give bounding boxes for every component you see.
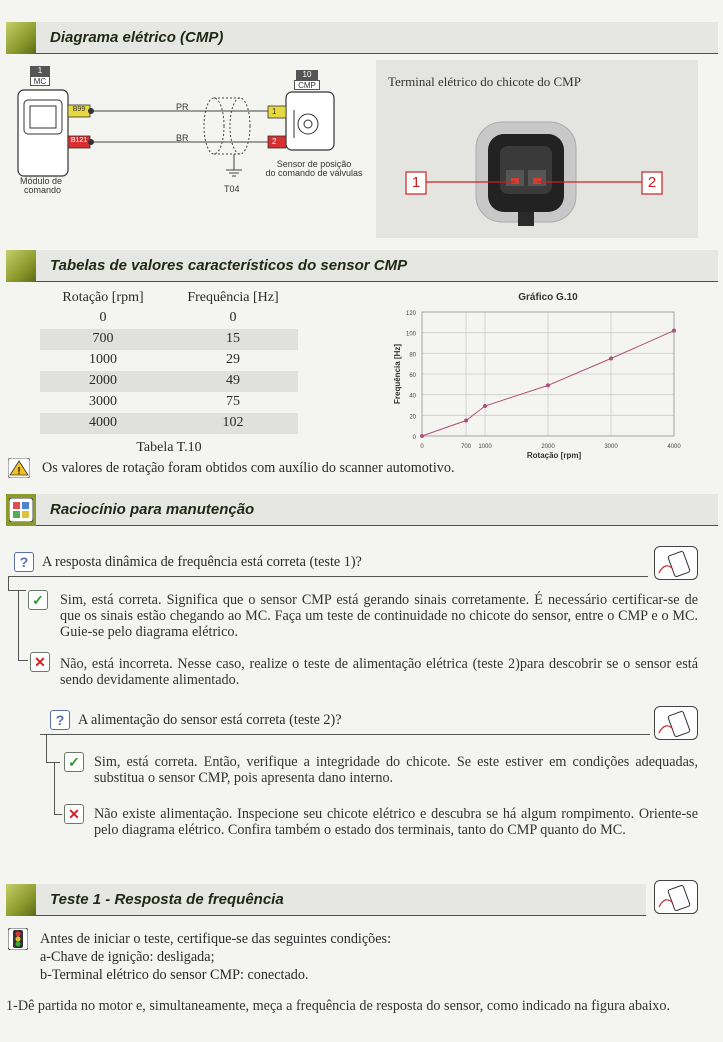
connector-label-1: 1 [411, 174, 421, 191]
warning-icon [8, 458, 30, 478]
x-tick-label: 2000 [541, 444, 555, 450]
table-row: 3000 75 [89, 394, 240, 409]
sensor-caption: Sensor de posição do comando de válvulas [265, 159, 363, 178]
question-2: A alimentação do sensor está correta (teste 2)? [78, 712, 342, 728]
data-point [609, 357, 613, 361]
data-point [420, 434, 424, 438]
answer-yes-2: Sim, está correta. Então, verifique a integridade do chicote. Se este estiver em condições adequadas, substitua o sensor CMP, pois apresenta dano interno. [94, 754, 698, 786]
cmp-number-tag: 10 [296, 70, 318, 80]
y-tick-label: 120 [405, 311, 416, 317]
check-icon: ✓ [28, 590, 48, 610]
section-header-diagram [6, 22, 718, 54]
grid-icon [9, 498, 33, 522]
answer-no-2: Não existe alimentação. Inspecione seu chicote elétrico e descubra se há algum rompimento. Oriente-se pelo diagrama elétrico. Confira também o estado dos terminais, tanto do CMP quanto do MC. [94, 806, 698, 838]
section-title-diagram: Diagrama elétrico (CMP) [50, 29, 224, 46]
data-point [546, 383, 550, 387]
cross-icon: ✕ [64, 804, 84, 824]
y-tick-label: 100 [405, 331, 416, 338]
scanner-tool-icon [654, 546, 698, 580]
table-row: 2000 49 [40, 371, 298, 392]
mc-number-tag: 1 [30, 66, 50, 76]
x-tick-label: 3000 [604, 444, 618, 450]
table-row: 1000 29 [89, 352, 240, 367]
test1-step1: 1-Dê partida no motor e, simultaneamente, meça a frequência de resposta do sensor, como indicado na figura abaixo. [6, 998, 671, 1014]
question-icon: ? [14, 552, 34, 572]
y-tick-label: 40 [409, 393, 416, 400]
x-axis-label: Rotação [rpm] [526, 451, 582, 460]
connector-illustration [376, 60, 698, 238]
table-row: 700 15 [40, 329, 298, 350]
traffic-light-icon [8, 928, 28, 950]
x-tick-label: 0 [420, 444, 424, 450]
data-point [464, 419, 468, 423]
terminal-1-label: 1 [272, 107, 277, 116]
y-tick-label: 0 [412, 435, 416, 441]
x-tick-label: 1000 [478, 444, 492, 450]
scanner-tool-icon [654, 880, 698, 914]
cmp-label-tag: CMP [294, 80, 320, 90]
data-point [672, 329, 676, 333]
question-1: A resposta dinâmica de frequência está correta (teste 1)? [42, 554, 362, 570]
x-tick-label: 700 [461, 444, 472, 450]
section-header-test1 [6, 884, 646, 916]
connector-title: Terminal elétrico do chicote do CMP [388, 74, 581, 89]
chart-title: Gráfico G.10 [518, 292, 578, 303]
mc-caption: Módulo de comando [20, 176, 63, 195]
section-title-reasoning: Raciocínio para manutenção [50, 501, 255, 518]
connector-label-2: 2 [647, 174, 657, 191]
check-icon: ✓ [64, 752, 84, 772]
answer-no-1: Não, está incorreta. Nesse caso, realize o teste de alimentação elétrica (teste 2)para descobrir se o sensor está sendo devidamente alimentado. [60, 656, 698, 688]
pin-b121-label: B121 [70, 137, 88, 144]
terminal-2-label: 2 [272, 137, 277, 146]
question-icon: ? [50, 710, 70, 730]
mc-label-tag: MC [30, 76, 50, 86]
connector-panel [376, 60, 698, 238]
section-title-test1: Teste 1 - Resposta de frequência [50, 891, 284, 908]
x-tick-label: 4000 [667, 444, 681, 450]
cross-icon: ✕ [30, 652, 50, 672]
y-tick-label: 20 [409, 414, 416, 421]
wire-pr-label: PR [176, 102, 189, 112]
y-axis-label: Frequência [Hz] [393, 343, 402, 405]
table-caption: Tabela T.10 [136, 440, 202, 455]
answer-yes-1: Sim, está correta. Significa que o sensor CMP está gerando sinais corretamente. É necessário certificar-se de que os sinais estão chegando ao MC. Faça um teste de continuidade no chicote do sensor, entre o CMP e o MC. Guie-se pelo diagrama elétrico. [60, 592, 698, 640]
y-tick-label: 80 [409, 352, 416, 359]
section-header-reasoning [6, 494, 718, 526]
pin-b99-label: B99 [72, 106, 86, 113]
section-title-tables: Tabelas de valores característicos do sensor CMP [50, 257, 408, 274]
table-header: Rotação [rpm] Frequência [Hz] [62, 290, 279, 305]
section-marker [6, 22, 36, 54]
svg-text:!: ! [17, 466, 21, 477]
y-tick-label: 60 [409, 373, 416, 379]
data-point [483, 404, 487, 408]
ground-label: T04 [224, 184, 240, 194]
wire-br-label: BR [176, 133, 189, 143]
test1-conditions: Antes de iniciar o teste, certifique-se das seguintes condições: a-Chave de ignição: desligada; b-Terminal elétrico do sensor CMP: conectado. [40, 931, 392, 983]
section-header-tables [6, 250, 718, 282]
table-row: 0 0 [99, 310, 237, 325]
frequency-chart [376, 288, 698, 468]
table-row: 4000 102 [40, 413, 298, 434]
note-text: Os valores de rotação foram obtidos com auxílio do scanner automotivo. [42, 460, 455, 476]
scanner-tool-icon [654, 706, 698, 740]
wiring-diagram [0, 60, 372, 238]
